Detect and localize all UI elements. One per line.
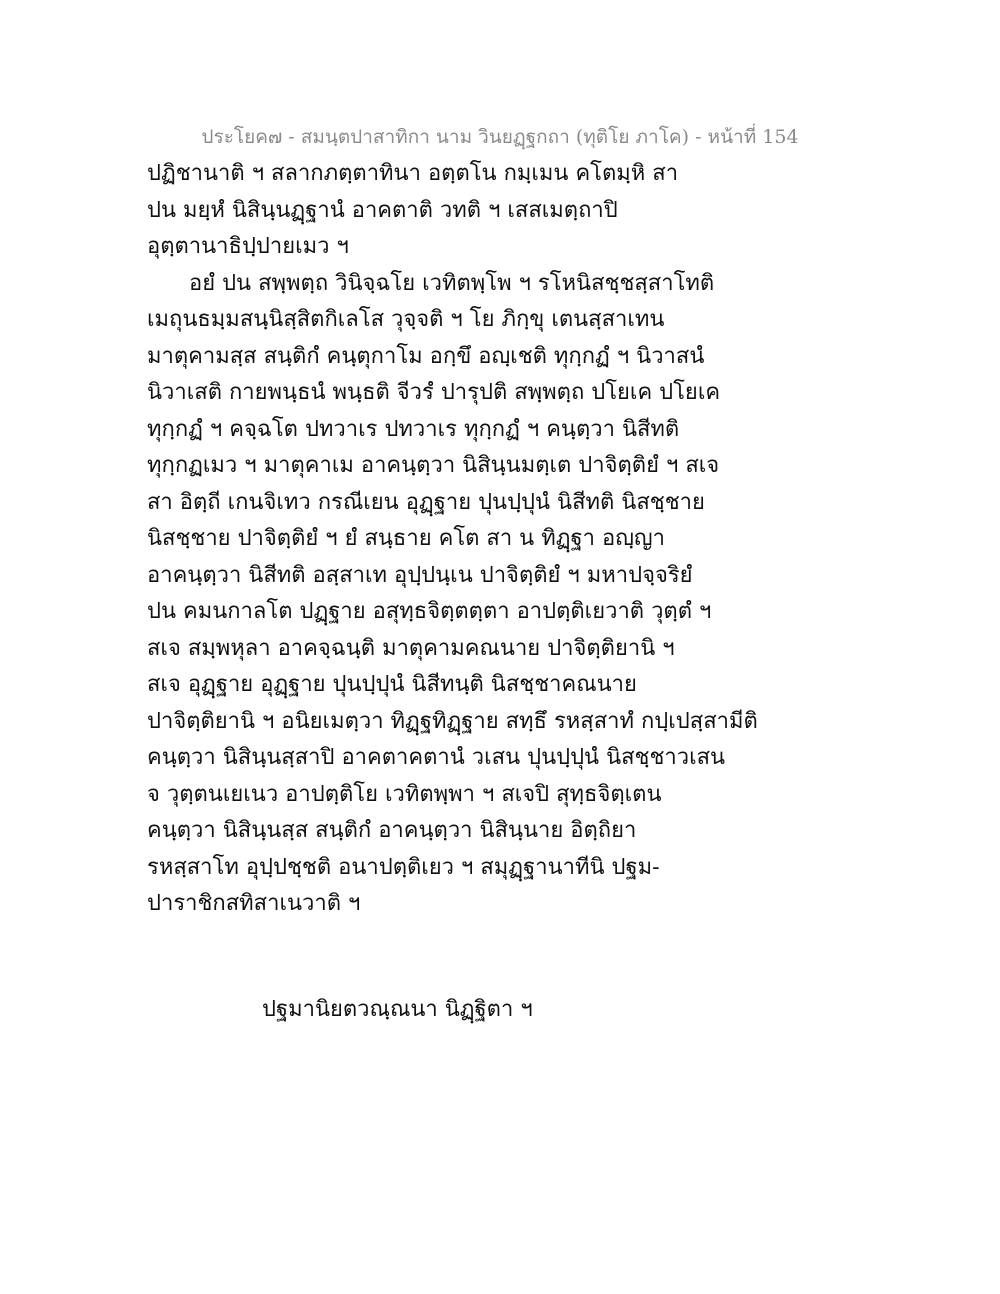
- text-line: มาตุคามสฺส สนฺติกํ คนฺตุกาโม อกฺขึ อญฺเชติ ทุกฺกฏํ ฯ นิวาสนํ: [147, 343, 705, 369]
- text-line: ปาราชิกสทิสาเนวาติ ฯ: [147, 891, 361, 916]
- running-header: ประโยค๗ - สมนฺตปาสาทิกา นาม วินยฏฺฐกถา (ทุติโย ภาโค) - หน้าที่ 154: [201, 126, 799, 148]
- text-line: อุตฺตานาธิปฺปายเมว ฯ: [147, 234, 349, 259]
- text-line: ทุกฺกฏํ ฯ คจฺฉโต ปทวาเร ปทวาเร ทุกฺกฏํ ฯ คนฺตฺวา นิสีทติ: [147, 416, 680, 442]
- body-text: [147, 156, 758, 923]
- text-line: ปน มยฺหํ นิสินฺนฏฺฐานํ อาคตาติ วทติ ฯ เสสเมตฺถาปิ: [147, 197, 618, 223]
- section-closing-line: ปฐมานิยตวณฺณนา นิฏฺฐิตา ฯ: [262, 997, 533, 1022]
- text-line: รหสฺสาโท อุปฺปชฺชติ อนาปตฺติเยว ฯ สมุฏฺฐานาทีนิ ปฐม-: [147, 854, 660, 880]
- text-line: นิวาเสติ กายพนฺธนํ พนฺธติ จีวรํ ปารุปติ สพฺพตฺถ ปโยเค ปโยเค: [147, 380, 721, 405]
- text-line: คนฺตฺวา นิสินฺนสฺส สนฺติกํ อาคนฺตฺวา นิสินฺนาย อิตฺถิยา: [147, 818, 637, 843]
- text-line: จ วุตฺตนเยเนว อาปตฺติโย เวทิตพฺพา ฯ สเจปิ สุทฺธจิตฺเตน: [147, 781, 662, 807]
- text-line: ปฏิชานาติ ฯ สลากภตฺตาทินา อตฺตโน กมฺเมน คโตมฺหิ สา: [147, 161, 679, 186]
- text-line: นิสชฺชาย ปาจิตฺติยํ ฯ ยํ สนฺธาย คโต สา น ทิฏฺฐา อญฺญา: [147, 526, 666, 551]
- text-line: ทุกฺกฏเมว ฯ มาตุคาเม อาคนฺตฺวา นิสินฺนมตฺเต ปาจิตฺติยํ ฯ สเจ: [147, 453, 720, 478]
- text-line: ปาจิตฺติยานิ ฯ อนิยเมตฺวา ทิฏฺฐทิฏฺฐาย สทฺธึ รหสฺสาทํ กปฺเปสฺสามีติ: [147, 708, 758, 734]
- text-line: สเจ อุฏฺฐาย อุฏฺฐาย ปุนปฺปุนํ นิสีทนฺติ นิสชฺชาคณนาย: [147, 672, 637, 697]
- text-line: สา อิตฺถี เกนจิเทว กรณีเยน อุฏฺฐาย ปุนปฺปุนํ นิสีทติ นิสชฺชาย: [147, 489, 705, 515]
- text-line: อาคนฺตฺวา นิสีทติ อสฺสาเท อุปฺปนฺเน ปาจิตฺติยํ ฯ มหาปจฺจริยํ: [147, 562, 693, 588]
- text-line: คนฺตฺวา นิสินฺนสฺสาปิ อาคตาคตานํ วเสน ปุนปฺปุนํ นิสชฺชาวเสน: [147, 745, 726, 770]
- text-line: ปน คมนกาลโต ปฏฺฐาย อสุทฺธจิตฺตตฺตา อาปตฺติเยวาติ วุตฺตํ ฯ: [147, 599, 712, 624]
- text-line: เมถุนธมฺมสนฺนิสฺสิตกิเลโส วุจฺจติ ฯ โย ภิกฺขุ เตนสฺสาเทน: [147, 307, 665, 332]
- paragraph-start-line: อยํ ปน สพฺพตฺถ วินิจฺฉโย เวทิตพฺโพ ฯ รโหนิสชฺชสฺสาโทติ: [189, 270, 715, 296]
- text-line: สเจ สมฺพหุลา อาคจฺฉนฺติ มาตุคามคณนาย ปาจิตฺติยานิ ฯ: [147, 635, 675, 661]
